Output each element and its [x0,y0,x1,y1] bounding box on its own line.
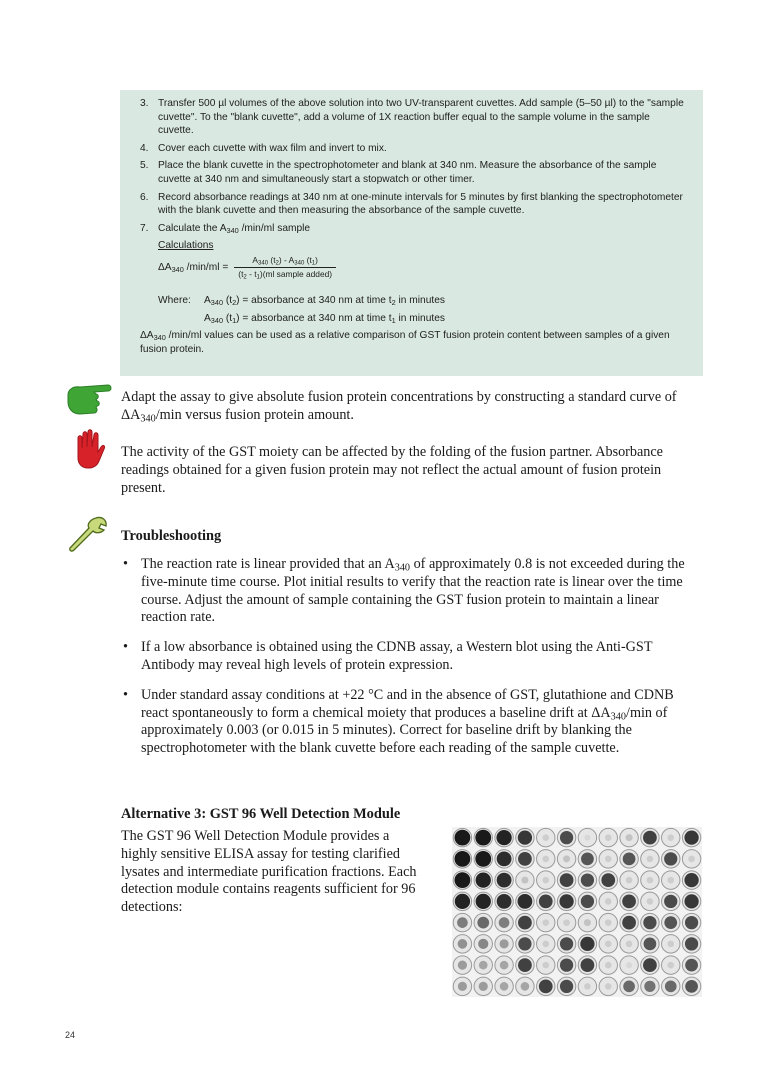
well-signal [664,895,677,908]
well-signal [667,877,674,884]
f-n3: (t [268,254,276,265]
well-signal [626,877,633,884]
well-signal [605,898,612,905]
well-signal [560,980,573,993]
note-pre: ΔA [140,330,154,342]
troubleshooting-item [121,639,701,675]
well-signal [518,852,532,866]
well-signal [560,831,573,844]
box-note [140,329,687,356]
well-signal [518,958,532,972]
well-signal [476,872,491,887]
step-text: Place the blank cuvette in the spectrophotometer and blank at 340 nm. Measure the absorbance of the sample cuvette at 340 nm and simultaneously start a stopwatch or other timer. [158,160,657,185]
well-signal [684,873,698,887]
protocol-step [140,97,687,138]
f-n6: 340 [294,260,305,267]
w2a: A [204,312,211,324]
wrench-icon [66,514,110,554]
well-signal [643,916,656,929]
well-signal [542,941,549,948]
f-d2: 2 [243,274,247,281]
well-signal [664,916,677,929]
step-number: 7. [140,222,149,234]
well-signal [667,941,674,948]
well-signal [622,894,636,908]
well-signal [667,962,674,969]
well-signal [521,877,528,884]
well-signal [605,962,612,969]
protocol-box [120,90,703,376]
well-plate-image [452,827,702,997]
where-row-1 [158,294,687,308]
well-signal [581,853,594,866]
well-signal [455,872,471,888]
protocol-step [140,159,687,186]
well-signal [542,877,549,884]
well-signal [518,830,532,844]
calculations-heading: Calculations [158,240,214,252]
well-signal [560,937,573,950]
f-d1: (t [238,268,244,279]
well-signal [559,894,573,908]
well-signal [563,919,570,926]
protocol-step [140,191,687,218]
well-signal [539,894,553,908]
bullet-pre: The reaction rate is linear provided that an A [141,556,395,572]
well-signal [560,958,573,971]
w1g: in minutes [395,294,445,306]
formula-fraction [234,255,336,280]
w2e: ) = absorbance at 340 nm at time t [236,312,392,324]
page-number: 24 [65,1030,76,1040]
f-d3: - t [246,268,257,279]
alternative-text: The GST 96 Well Detection Module provides a highly sensitive ELISA assay for testing clarified lysates and intermediate purification fractions. Each detection module contains reagents sufficient for 96 detections: [121,828,417,916]
well-signal [622,916,636,930]
w1f: 2 [391,297,396,307]
bullet-icon: • [123,639,128,656]
well-signal [475,851,491,867]
tip-sub: 340 [140,413,156,425]
bullet-post: of approximately 0.8 is not exceeded during the five-minute time course. Plot initial results to verify that the reaction rate is linear over the time course. Adjust the amount of sample containing the GST fusion protein to maintain a linear reaction rate. [141,556,685,626]
well-signal [580,937,594,951]
well-signal [457,917,468,928]
where-def-1 [204,294,445,308]
well-signal [521,982,530,991]
well-signal [496,830,511,845]
protocol-step [140,142,687,156]
well-signal [499,917,510,928]
step-text: Record absorbance readings at 340 nm at one-minute intervals for 5 minutes by first blanking the spectrophotometer with the blank cuvette and then measuring the absorbance of the sample cuvette. [158,191,683,217]
caution-text: The activity of the GST moiety can be affected by the folding of the fusion partner. Absorbance readings obtained for a given fusion protein may not reflect the actual amount of fusion protein present. [121,444,663,496]
where-label-spacer [158,312,204,326]
tip-post: /min versus fusion protein amount. [155,406,354,423]
well-signal [458,961,467,970]
well-signal [497,873,512,888]
bullet-post: /min of approximately 0.003 (or 0.015 in 5 minutes). Correct for baseline drift by blanking the spectrophotometer with the blank cuvette before each reading of the sample cuvette. [141,704,668,757]
w2g: in minutes [395,312,445,324]
well-signal [647,898,654,905]
f-n9: ) [315,254,318,265]
well-signal [584,983,591,990]
tip-pre: Adapt the assay to give absolute fusion protein concentrations by constructing a standard curve of ΔA [121,389,677,423]
pointing-hand-icon [64,381,114,417]
well-signal [458,939,468,949]
well-signal [477,917,489,929]
well-signal [605,941,612,948]
well-signal [475,830,491,846]
well-signal [497,851,512,866]
w1a: A [204,294,211,306]
w2b: 340 [210,315,224,325]
where-label: Where: [158,294,191,306]
well-signal [626,962,632,968]
note-sub: 340 [153,332,166,342]
well-signal [605,856,612,863]
well-signal [665,981,677,993]
well-signal [518,916,532,930]
well-signal [623,853,636,866]
well-signal [500,982,509,991]
f-d5: )(ml sample added) [259,268,333,279]
step-text: Cover each cuvette with wax film and invert to mix. [158,142,387,154]
stop-hand-icon [70,428,106,470]
troubleshooting-item [121,556,701,627]
well-signal [581,895,594,908]
well-signal [581,958,595,972]
w1d: 2 [232,297,237,307]
well-signal [560,873,574,887]
f-d4: 1 [256,274,260,281]
f-n5: ) - A [278,254,295,265]
well-signal [647,856,654,863]
well-signal [455,894,470,909]
well-signal [643,958,657,972]
well-signal [644,981,655,992]
well-signal [584,919,591,926]
well-signal [685,959,698,972]
well-signal [458,982,467,991]
f-lhs-pre: ΔA [158,261,172,273]
well-signal [581,873,594,886]
well-signal [497,894,512,909]
well-signal [584,835,590,841]
f-n1: A [252,254,258,265]
f-n2: 340 [258,260,269,267]
w2d: 1 [232,315,237,325]
well-signal [685,916,698,929]
well-signal [626,834,633,841]
well-signal [685,937,698,950]
w1e: ) = absorbance at 340 nm at time t [236,294,392,306]
f-n8: 1 [311,260,316,267]
well-signal [518,937,531,950]
well-signal [479,982,488,991]
tip-text [121,389,701,425]
f-n4: 2 [275,260,279,267]
step-text: Transfer 500 µl volumes of the above solution into two UV-transparent cuvettes. Add sample (5–50 µl) to the "sample cuvette". To the "blank cuvette", add a volume of 1X reaction buffer equal to the sample volume in the sample cuvette. [158,98,684,137]
well-signal [539,979,553,993]
well-signal [643,831,657,845]
formula [158,255,687,280]
where-def-2 [204,312,445,326]
bullet-sub: 340 [394,562,411,574]
well-signal [500,961,509,970]
well-signal [542,962,549,969]
w1c: (t [223,294,233,306]
where-row-2 [158,312,687,326]
w2c: (t [223,312,233,324]
well-signal [605,919,612,926]
well-signal [684,894,698,908]
f-n7: (t [304,254,312,265]
bullet-icon: • [123,686,128,703]
formula-denominator [234,267,336,280]
where-block [158,294,687,325]
well-signal [601,873,615,887]
well-signal [647,877,654,884]
well-signal [563,855,570,862]
well-signal [542,919,549,926]
well-signal [688,856,695,863]
troubleshooting-item [121,687,701,758]
well-signal [542,834,549,841]
step-number: 6. [140,191,149,203]
well-signal [479,961,488,970]
well-signal [684,830,698,844]
well-signal [664,852,677,865]
bullet-pre: Under standard assay conditions at +22 °C and in the absence of GST, glutathione and CDNB react spontaneously to form a chemical moiety that produces a baseline drift at ΔA [141,686,674,721]
step7-sub: 340 [226,225,239,235]
well-signal [542,856,549,863]
bullet-pre: If a low absorbance is obtained using the CDNB assay, a Western blot using the Anti-GST Antibody may reveal high levels of protein expression. [141,639,653,673]
well-signal [623,981,635,993]
bullet-icon: • [123,556,128,572]
f-lhs-post: /min/ml = [183,261,229,273]
well-signal [455,830,471,846]
troubleshooting-heading: Troubleshooting [121,528,222,544]
well-signal [500,939,509,948]
well-signal [605,983,612,990]
step-text [158,222,687,236]
well-signal [455,851,471,867]
step-number: 3. [140,98,149,109]
w1b: 340 [210,297,224,307]
formula-numerator [248,255,322,267]
step7-pre: Calculate the A [158,222,227,234]
well-signal [667,834,674,841]
w2f: 1 [391,315,396,325]
protocol-step-7 [140,222,687,236]
well-signal [605,834,612,841]
step-number: 5. [140,160,149,172]
protocol-steps [140,97,687,218]
well-signal [626,941,633,948]
troubleshooting-list [121,556,701,770]
well-signal [476,894,491,909]
bullet-sub: 340 [610,711,626,723]
calculations-block [158,239,687,280]
well-signal [478,939,488,949]
f-lhs-sub: 340 [171,264,184,274]
well-signal [644,938,657,951]
well-signal [518,894,533,909]
well-signal [685,980,698,993]
step7-post: /min/ml sample [238,222,311,234]
note-post: /min/ml values can be used as a relative comparison of GST fusion protein content between samples of a given fusion protein. [140,330,670,355]
step-number: 4. [140,142,149,154]
alternative-heading: Alternative 3: GST 96 Well Detection Module [121,806,401,822]
formula-lhs [158,261,228,275]
